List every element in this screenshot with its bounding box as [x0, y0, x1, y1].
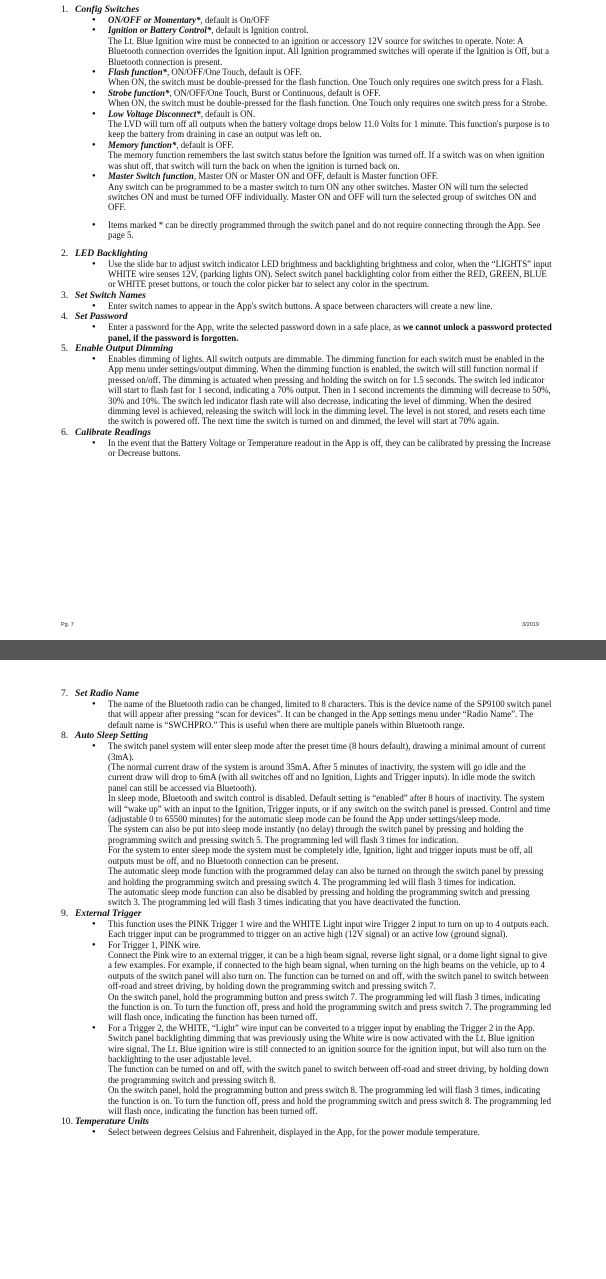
list-item: ● Use the slide bar to adjust switch indicator LED brightness and backlighting brightness and color, when the “LIGHTS” input WHITE wire senses 12V, (parking lights ON). Select switch panel backlighting color from either the RED, GREEN, BLUE or WHITE preset buttons, or touch the color picker bar to select any color in the spectrum. — [108, 259, 552, 290]
calibrate-readings-list — [0, 438, 606, 459]
list-item: ● Items marked * can be directly programmed through the switch panel and do not require connecting through the App. See page 5. — [108, 220, 552, 241]
auto-sleep-setting-list — [0, 741, 606, 908]
section-set-switch-names-title: 3. Set Switch Names — [61, 289, 146, 301]
list-item: ● Ignition or Battery Control*, default is Ignition control. The Lt. Blue Ignition wire must be connected to an ignition or accessory 12V source for switches to operate. Note: A Bluetooth connection overrides the Ignition input. All Ignition programmed switches will operate if the Ignition is Off, but a Bluetooth connection is present. — [108, 25, 552, 67]
external-trigger-list — [0, 919, 606, 1117]
config-switches-list — [0, 15, 606, 213]
temperature-units-list — [0, 1127, 606, 1137]
list-item: ● Select between degrees Celsius and Fahrenheit, displayed in the App, for the power module temperature. — [108, 1127, 552, 1137]
set-switch-names-list — [0, 301, 606, 311]
enable-output-dimming-list — [0, 354, 606, 427]
list-item: ● For Trigger 1, PINK wire. Connect the Pink wire to an external trigger, it can be a high beam signal, reverse light signal, or a dome light signal to give a few examples. For example, if connected to the high beam signal, when turning on the high beams on the vehicle, up to 4 outputs of the switch panel will also turn on. The function can be turned on and off, with the switch panel to switch between off-road and street driving, by holding down the programming switch and pressing switch 7. On the switch panel, hold the programming button and press switch 7. The programming led will flash 3 times, indicating the function is on. To turn the function off, press and hold the programming switch and press switch 7. The programming led will flash once, indicating the function has been turned off. — [108, 940, 552, 1023]
list-item: ● Memory function*, default is OFF. The memory function remembers the last switch status before the Ignition was turned off. If a switch was on when ignition was shut off, that switch will turn the back on when the ignition is turned back on. — [108, 140, 552, 171]
revision-date: 3/2019 — [522, 622, 539, 628]
config-switches-note — [0, 220, 606, 241]
list-item: ● ON/OFF or Momentary*, default is On/OFF — [108, 15, 552, 25]
section-set-radio-name-title: 7. Set Radio Name — [61, 688, 139, 699]
list-item: ● Strobe function*, ON/OFF/One Touch, Burst or Continuous, default is OFF. When ON, the switch must be double-pressed for the flash function. One Touch only requires one switch press for a Strobe. — [108, 88, 552, 109]
list-item: ● In the event that the Battery Voltage or Temperature readout in the App is off, they can be calibrated by pressing the Increase or Decrease buttons. — [108, 438, 552, 459]
section-external-trigger-title: 9. External Trigger — [61, 907, 142, 919]
list-item: ● For a Trigger 2, the WHITE, “Light” wire input can be converted to a trigger input by enabling the Trigger 2 in the App. Switch panel backlighting dimming that was previously using the White wire is now activated with the Lt. Blue ignition wire signal. The Lt. Blue ignition wire is still connected to an ignition source for the ignition input, but will also turn on the backlighting to the user adjustable level. The function can be turned on and off, with the switch panel to switch between off-road and street driving, by holding down the programming switch and pressing switch 8. On the switch panel, hold the programming button and press switch 8. The programming led will flash 3 times, indicating the function is on. To turn the function off, press and hold the programming switch and press switch 8. The programming led will flash once, indicating the function has been turned off. — [108, 1023, 552, 1117]
list-item: ● Flash function*, ON/OFF/One Touch, default is OFF. When ON, the switch must be double-pressed for the flash function. One Touch only requires one switch press for a Flash. — [108, 67, 552, 88]
list-item: ● Master Switch function, Master ON or Master ON and OFF, default is Master function OFF. Any switch can be programmed to be a master switch to turn ON any other switches. Master ON will turn the selected switches ON and must be turned OFF individually. Master ON and OFF will turn the selected group of switches ON and OFF. — [108, 171, 552, 213]
list-item: ● Enter a password for the App, write the selected password down in a safe place, as we cannot unlock a password protected panel, if the password is forgotten. — [108, 322, 552, 343]
list-item: ● This function uses the PINK Trigger 1 wire and the WHITE Light input wire Trigger 2 input to turn on up to 4 outputs each. Each trigger input can be programmed to trigger on an active high (12V signal) or an active low (ground signal). — [108, 919, 552, 940]
section-temperature-units-title: 10. Temperature Units — [61, 1116, 150, 1128]
list-item: ● The name of the Bluetooth radio can be changed, limited to 8 characters. This is the device name of the SP9100 switch panel that will appear after pressing “scan for devices”. It can be changed in the App settings menu under “Radio Name”. The default name is “SWCHPRO.” This is useful when there are multiple panels within Bluetooth range. — [108, 699, 552, 730]
page-number: Pg. 7 — [61, 622, 74, 628]
section-set-password-title: 4. Set Password — [61, 311, 128, 323]
set-radio-name-list — [0, 699, 606, 730]
section-enable-output-dimming-title: 5. Enable Output Dimming — [61, 342, 174, 354]
list-item: ● The switch panel system will enter sleep mode after the preset time (8 hours default), drawing a minimal amount of current (3mA). (The normal current draw of the system is around 35mA. After 5 minutes of inactivity, the system will go idle and the current draw will drop to 6mA (with all switches off and no Ignition, Lights and Trigger inputs). In idle mode the switch panel can still be accessed via Bluetooth). In sleep mode, Bluetooth and switch control is disabled. Default setting is “enabled” after 8 hours of inactivity. The system will “wake up” with an input to the Ignition, Trigger inputs, or if any switch on the switch panel is pressed. Control and time (adjustable 0 to 65500 minutes) for the automatic sleep mode can be found the App under settings/sleep mode. The system can also be put into sleep mode instantly (no delay) through the switch panel by pressing and holding the programming switch and pressing switch 5. The programming led will flash 3 times for indication. For the system to enter sleep mode the system must be completely idle, Ignition, light and trigger inputs must be off, all outputs must be off, and no Bluetooth connection can be present. The automatic sleep mode function with the programmed delay can also be turned on through the switch panel by pressing and holding the programming switch and pressing switch 4. The programming led will flash 3 times for indication. The automatic sleep mode function can also be disabled by pressing and holding the programming switch and pressing switch 3. The programming led will flash 3 times indicating that you have deactivated the function. — [108, 741, 552, 908]
section-calibrate-readings-title: 6. Calibrate Readings — [61, 426, 151, 438]
section-config-switches-title: 1. Config Switches — [61, 4, 140, 15]
led-backlighting-list — [0, 259, 606, 290]
set-password-list — [0, 322, 606, 343]
list-item: ● Low Voltage Disconnect*, default is ON. The LVD will turn off all outputs when the battery voltage drops below 11.0 Volts for 1 minute. This function's purpose is to keep the battery from draining in case an output was left on. — [108, 109, 552, 140]
document-page-8 — [0, 660, 606, 1279]
list-item: ● Enter switch names to appear in the App's switch buttons. A space between characters will create a new line. — [108, 301, 552, 311]
list-item: ● Enables dimming of lights. All switch outputs are dimmable. The dimming function for each switch must be enabled in the App menu under settings/output dimming. When the dimming function is enabled, the switch will still function normal if pressed on/off. The dimming is actuated when pressing and holding the switch on for 1.5 seconds. The switch led indicator will start to flash fast for 1 second, indicating a 70% output. Then in 1 second increments the dimming will decrease to 50%, 30% and 10%. The switch led indicator flash rate will also decrease, indicating the level of dimming. When the desired dimming level is achieved, releasing the switch will lock in the dimming level. The level is not stored, and resets each time the switch is powered off. The next time the switch is turned on and dimmed, the level will start at 70% again. — [108, 354, 552, 427]
section-auto-sleep-setting-title: 8. Auto Sleep Setting — [61, 730, 149, 742]
section-led-backlighting-title: 2. LED Backlighting — [61, 247, 148, 259]
